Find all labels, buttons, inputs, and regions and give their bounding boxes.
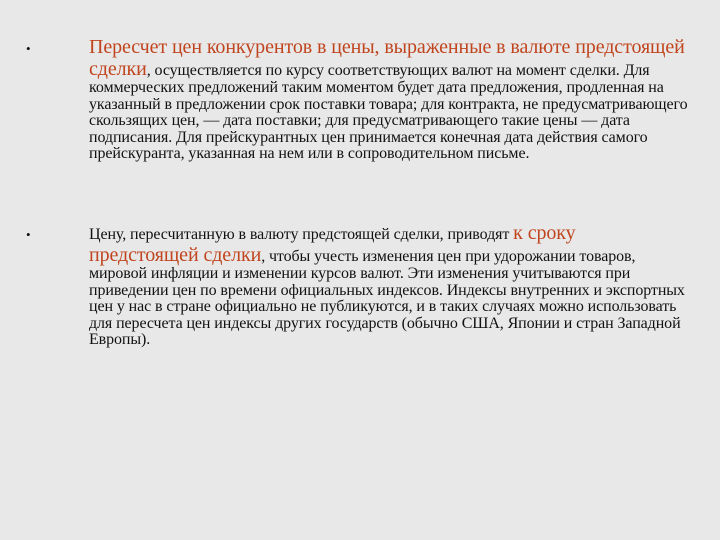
lead-text: Цену, пересчитанную в валюту предстоящей сделки, приводят xyxy=(89,226,514,243)
bullet-marker: • xyxy=(26,227,31,242)
body-text: , осуществляется по курсу соответствующих валют на момент сделки. Для коммерческих предложений таким моментом будет дата предложения, продленная на указанный в предложении срок поставки товара; для контракта, не предусматривающего скользящих цен, — дата поставки; для предусматривающего такие цены — дата подписания. Для прейскурантных цен принимается конечная дата действия самого прейскуранта, указанная на нем или в сопроводительном письме. xyxy=(89,62,688,163)
bullet-text-2 xyxy=(89,222,689,349)
body-text: , чтобы учесть изменения цен при удорожании товаров, мировой инфляции и изменении курсов валют. Эти изменения учитываются при приведении цен по времени официальных индексов. Индексы внутренних и экспортных цен у нас в стране официально не публикуются, и в таких случаях можно использовать для пересчета цен индексы других государств (обычно США, Японии и стран Западной Европы). xyxy=(89,248,685,349)
bullet-marker: • xyxy=(26,41,31,56)
highlighted-phrase: к сроку предстоящей сделки xyxy=(89,222,576,266)
highlighted-phrase: Пересчет цен конкурентов в цены, выраженные в валюте предстоящей сделки xyxy=(89,36,685,80)
bullet-text-1 xyxy=(89,36,689,163)
